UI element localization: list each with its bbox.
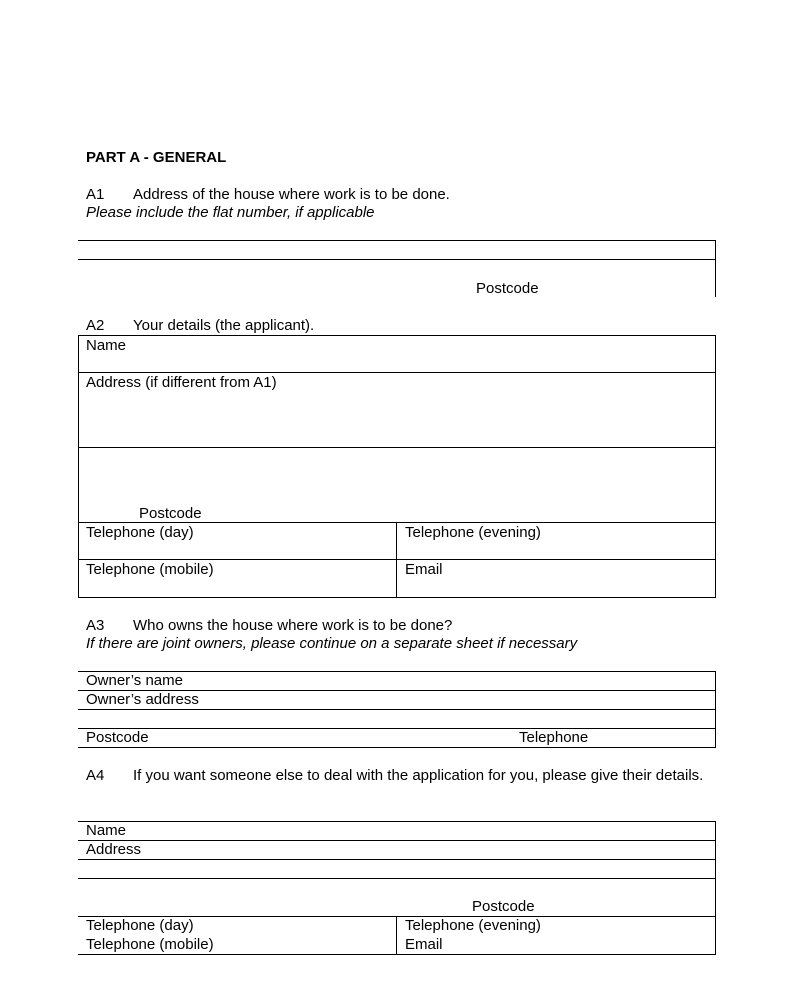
a2-address-label: Address (if different from A1)	[86, 374, 277, 391]
a4-line-top	[78, 821, 716, 822]
a4-tel-day-label: Telephone (day)	[86, 917, 194, 934]
a1-postcode-label: Postcode	[476, 280, 539, 297]
a3-line-4	[78, 728, 716, 729]
a1-note: Please include the flat number, if applicable	[86, 204, 375, 221]
a3-line-bottom	[78, 747, 716, 748]
a3-number: A3	[86, 617, 105, 634]
a4-number: A4	[86, 767, 105, 784]
a2-name-field[interactable]	[140, 337, 710, 370]
a4-tel-mobile-label: Telephone (mobile)	[86, 936, 214, 953]
a4-line-divider	[396, 916, 397, 954]
a4-line-bottom	[78, 954, 716, 955]
a1-address-line-1[interactable]	[86, 242, 706, 258]
a1-line-top	[78, 240, 716, 241]
a2-question: Your details (the applicant).	[133, 317, 315, 334]
a2-line-right	[715, 335, 716, 597]
a4-line-2	[78, 840, 716, 841]
a4-postcode-label: Postcode	[472, 898, 535, 915]
a2-name-label: Name	[86, 337, 127, 354]
a3-note: If there are joint owners, please continue on a separate sheet if necessary	[86, 635, 578, 652]
a2-line-top	[78, 335, 716, 336]
a4-email-label: Email	[405, 936, 443, 953]
a3-line-3	[78, 709, 716, 710]
a3-owner-address-label: Owner’s address	[86, 691, 199, 708]
a4-line-3	[78, 859, 716, 860]
a4-address-label: Address	[86, 841, 142, 858]
a3-question: Who owns the house where work is to be done?	[133, 617, 453, 634]
a3-postcode-label: Postcode	[86, 729, 149, 746]
a4-line-4	[78, 878, 716, 879]
a4-name-label: Name	[86, 822, 127, 839]
a2-line-name	[78, 372, 716, 373]
a4-question: If you want someone else to deal with the application for you, please give their details.	[133, 767, 704, 784]
a2-postcode-label: Postcode	[139, 505, 202, 522]
a1-line-mid	[78, 259, 716, 260]
part-title: PART A - GENERAL	[86, 149, 227, 166]
a2-line-bottom	[78, 597, 716, 598]
a3-owner-name-label: Owner’s name	[86, 672, 183, 689]
a2-tel-day-label: Telephone (day)	[86, 524, 194, 541]
a2-number: A2	[86, 317, 105, 334]
a1-number: A1	[86, 186, 105, 203]
a2-line-tel	[78, 559, 716, 560]
a2-email-label: Email	[405, 561, 443, 578]
a2-address-field[interactable]	[86, 394, 706, 518]
a1-address-line-2[interactable]	[86, 261, 706, 279]
a1-line-right	[715, 240, 716, 297]
a3-telephone-label: Telephone	[519, 729, 589, 746]
a2-tel-evening-label: Telephone (evening)	[405, 524, 541, 541]
a4-tel-evening-label: Telephone (evening)	[405, 917, 541, 934]
a1-question: Address of the house where work is to be done.	[133, 186, 450, 203]
a2-line-left	[78, 335, 79, 597]
a2-line-divider	[396, 522, 397, 597]
a2-tel-mobile-label: Telephone (mobile)	[86, 561, 214, 578]
